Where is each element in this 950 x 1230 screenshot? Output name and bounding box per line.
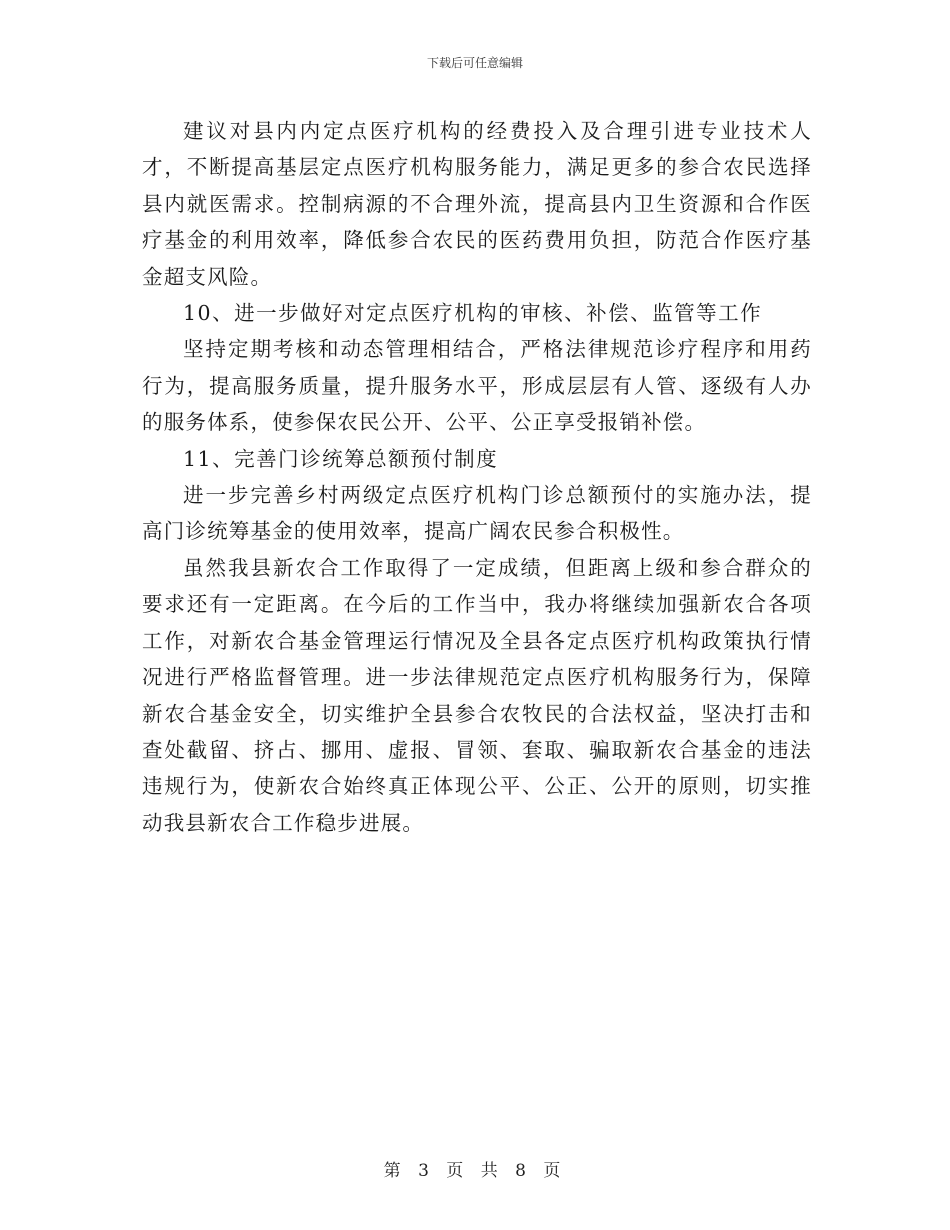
document-body xyxy=(142,113,812,841)
paragraph-conclusion: 虽然我县新农合工作取得了一定成绩，但距离上级和参合群众的要求还有一定距离。在今后的工作当中，我办将继续加强新农合各项工作，对新农合基金管理运行情况及全县各定点医疗机构政策执行情况进行严格监督管理。进一步法律规范定点医疗机构服务行为，保障新农合基金安全，切实维护全县参合农牧民的合法权益，坚决打击和查处截留、挤占、挪用、虚报、冒领、套取、骗取新农合基金的违法违规行为，使新农合始终真正体现公平、公正、公开的原则，切实推动我县新农合工作稳步进展。 xyxy=(142,555,812,835)
section-heading-11: 11、完善门诊统筹总额预付制度 xyxy=(183,446,499,471)
section-heading-10: 10、进一步做好对定点医疗机构的审核、补偿、监管等工作 xyxy=(183,301,763,326)
page-header: 下载后可任意编辑 xyxy=(426,56,523,70)
paragraph-assessment: 坚持定期考核和动态管理相结合，严格法律规范诊疗程序和用药行为，提高服务质量，提升服务水平，形成层层有人管、逐级有人办的服务体系，使参保农民公开、公平、公正享受报销补偿。 xyxy=(142,337,812,435)
paragraph-funding: 建议对县内内定点医疗机构的经费投入及合理引进专业技术人才，不断提高基层定点医疗机构服务能力，满足更多的参合农民选择县内就医需求。控制病源的不合理外流，提高县内卫生资源和合作医疗基金的利用效率，降低参合农民的医药费用负担，防范合作医疗基金超支风险。 xyxy=(142,119,812,289)
paragraph-prepayment: 进一步完善乡村两级定点医疗机构门诊总额预付的实施办法，提高门诊统筹基金的使用效率，提高广阔农民参合积极性。 xyxy=(142,483,812,544)
page-number: 第 3 页 共 8 页 xyxy=(383,1161,567,1181)
